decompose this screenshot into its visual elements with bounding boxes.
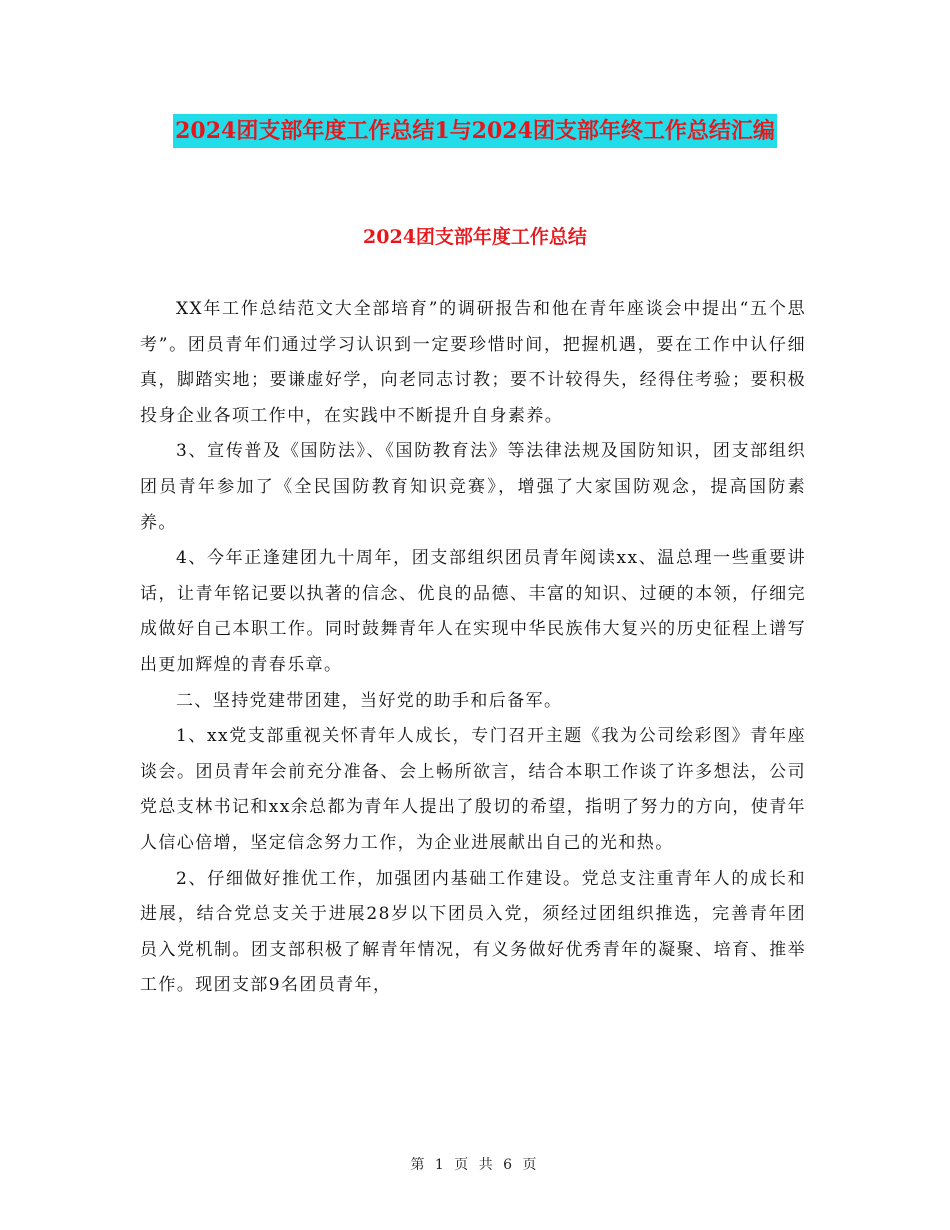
document-title — [140, 108, 810, 154]
paragraph: 4、今年正逢建团九十周年，团支部组织团员青年阅读xx、温总理一些重要讲话，让青年铭记要以执著的信念、优良的品德、丰富的知识、过硬的本领，仔细完成做好自己本职工作。同时鼓舞青年人在实现中华民族伟大复兴的历史征程上谱写出更加辉煌的青春乐章。 — [140, 548, 806, 675]
section-heading: 2024团支部年度工作总结 — [363, 226, 587, 248]
document-title-text: 2024团支部年度工作总结1与2024团支部年终工作总结汇编 — [173, 114, 777, 148]
paragraph: 1、xx党支部重视关怀青年人成长，专门召开主题《我为公司绘彩图》青年座谈会。团员青年会前充分准备、会上畅所欲言，结合本职工作谈了许多想法，公司党总支林书记和xx余总都为青年人提出了殷切的希望，指明了努力的方向，使青年人信心倍增，坚定信念努力工作，为企业进展献出自己的光和热。 — [140, 726, 806, 853]
paragraph: 3、宣传普及《国防法》、《国防教育法》等法律法规及国防知识，团支部组织团员青年参加了《全民国防教育知识竞赛》，增强了大家国防观念，提高国防素养。 — [140, 441, 806, 533]
paragraph: XX年工作总结范文大全部培育”的调研报告和他在青年座谈会中提出“五个思考”。团员青年们通过学习认识到一定要珍惜时间，把握机遇，要在工作中认仔细真，脚踏实地；要谦虚好学，向老同志讨教；要不计较得失，经得住考验；要积极投身企业各项工作中，在实践中不断提升自身素养。 — [140, 299, 806, 426]
page-footer: 第 1 页 共 6 页 — [410, 1157, 540, 1173]
document-body — [140, 292, 806, 1004]
paragraph: 2、仔细做好推优工作，加强团内基础工作建设。党总支注重青年人的成长和进展，结合党总支关于进展28岁以下团员入党，须经过团组织推选，完善青年团员入党机制。团支部积极了解青年情况，有义务做好优秀青年的凝聚、培育、推举工作。现团支部9名团员青年， — [140, 868, 806, 996]
paragraph: 二、坚持党建带团建，当好党的助手和后备军。 — [176, 690, 563, 711]
